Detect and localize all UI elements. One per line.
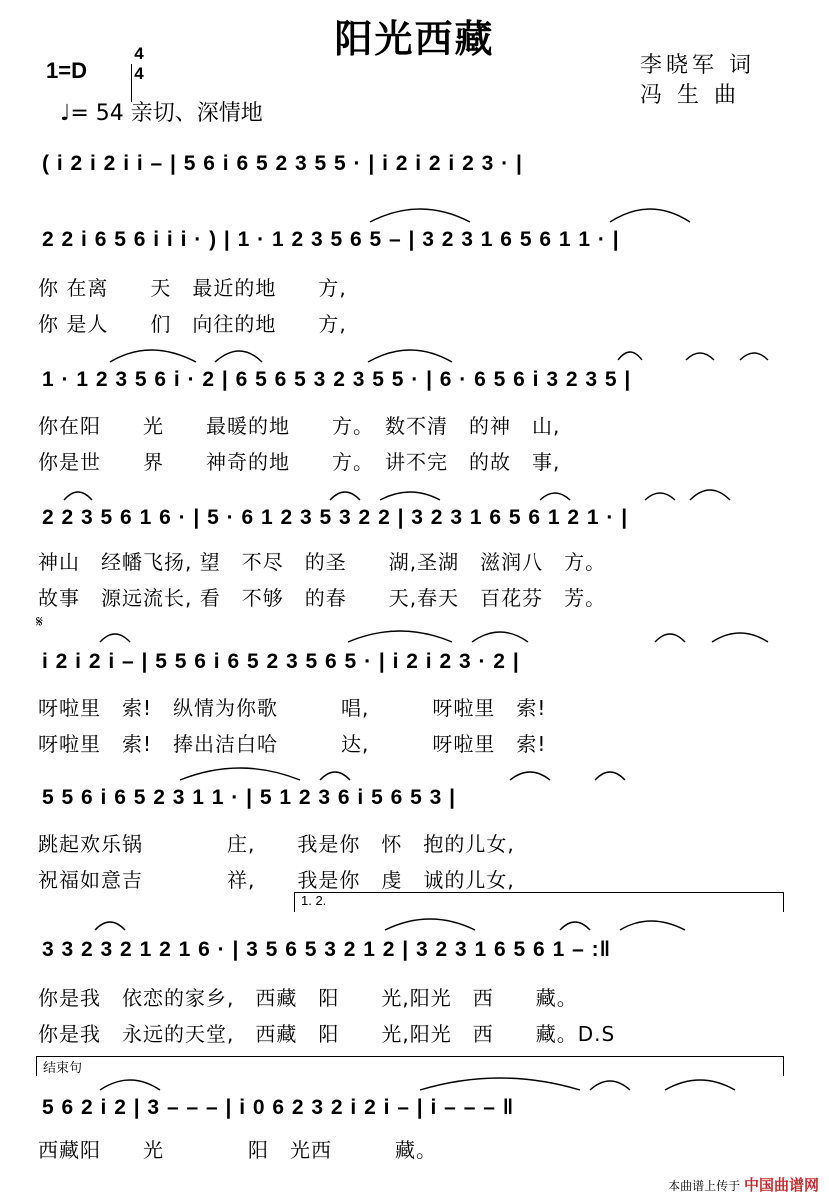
score-row-2-notes: 2 2 i 6 5 6 i i i · ) | 1 · 1 2 3 5 6 5 – | 3 2 3 1 6 5 6 1 1 · | (42, 228, 620, 251)
ending-bracket: 结束句 (36, 1056, 784, 1076)
page-title: 阳光西藏 (334, 17, 495, 61)
score-row-7-lyric-verse-1: 你是我 依恋的家乡, 西藏 阳 光,阳光 西 藏。 (38, 986, 578, 1010)
score-row-3-lyric-verse-1: 你在阳 光 最暖的地 方。 数不清 的神 山, (38, 414, 561, 438)
score-row-2-lyric-verse-1: 你 在离 天 最近的地 方, (38, 276, 347, 300)
score-row-5-lyric-verse-2: 呀啦里 索! 捧出洁白哈 达, 呀啦里 索! (38, 732, 547, 756)
score-row-4-lyric-verse-2: 故事 源远流长, 看 不够 的春 天,春天 百花芬 芳。 (38, 586, 607, 610)
score-row-3-notes: 1 · 1 2 3 5 6 i · 2 | 6 5 6 5 3 2 3 5 5 · | 6 · 6 5 6 i 3 2 3 5 | (42, 368, 632, 391)
score-row-8-lyric: 西藏阳 光 阳 光西 藏。 (38, 1138, 437, 1162)
score-row-6-lyric-verse-2: 祝福如意吉 祥, 我是你 虔 诚的儿女, (38, 868, 515, 892)
time-signature-top: 4 (134, 44, 144, 63)
score-row-5-notes: i 2 i 2 i – | 5 5 6 i 6 5 2 3 5 6 5 · | i 2 i 2 3 · 2 | (42, 650, 520, 673)
score-row-4-lyric-verse-1: 神山 经幡飞扬, 望 不尽 的圣 湖,圣湖 滋润八 方。 (38, 550, 607, 574)
footer-watermark (668, 1174, 819, 1195)
score-row-5-lyric-verse-1: 呀啦里 索! 纵情为你歌 唱, 呀啦里 索! (38, 696, 547, 720)
time-signature (130, 44, 148, 84)
time-signature-bottom: 4 (134, 64, 144, 83)
score-row-6-lyric-verse-1: 跳起欢乐锅 庄, 我是你 怀 抱的儿女, (38, 832, 515, 856)
score-row-4-notes: 2 2 3 5 6 1 6 · | 5 · 6 1 2 3 5 3 2 2 | 3 2 3 1 6 5 6 1 2 1 · | (42, 506, 629, 529)
key-signature: 1=D (46, 58, 87, 83)
footer-prefix: 本曲谱上传于 (668, 1179, 741, 1193)
score-row-8-notes: 5 6 2 i 2 | 3 – – – | i 0 6 2 3 2 i 2 i – | i – – – ‖ (42, 1096, 515, 1119)
score-row-7-lyric-verse-2: 你是我 永远的天堂, 西藏 阳 光,阳光 西 藏。D.S (38, 1022, 616, 1046)
volta-bracket: 1. 2. (294, 892, 784, 912)
score-row-2-lyric-verse-2: 你 是人 们 向往的地 方, (38, 312, 347, 336)
tempo-marking: ♩= 54 亲切、深情地 (60, 101, 263, 126)
segno-sign: 𝄋 (36, 612, 43, 631)
score-row-3-lyric-verse-2: 你是世 界 神奇的地 方。 讲不完 的故 事, (38, 450, 561, 474)
footer-site-logo: 中国曲谱网 (743, 1176, 819, 1194)
score-row-6-notes: 5 5 6 i 6 5 2 3 1 1 · | 5 1 2 3 6 i 5 6 5 3 | (42, 786, 456, 809)
lyricist-credit: 李晓军 词 (640, 53, 755, 78)
score-row-7-notes: 3 3 2 3 2 1 2 1 6 · | 3 5 6 5 3 2 1 2 | 3 2 3 1 6 5 6 1 – :‖ (42, 938, 612, 961)
score-row-1-notes: ( i 2 i 2 i i – | 5 6 i 6 5 2 3 5 5 · | i 2 i 2 i 2 3 · | (42, 152, 523, 175)
composer-credit: 冯 生 曲 (640, 83, 740, 108)
